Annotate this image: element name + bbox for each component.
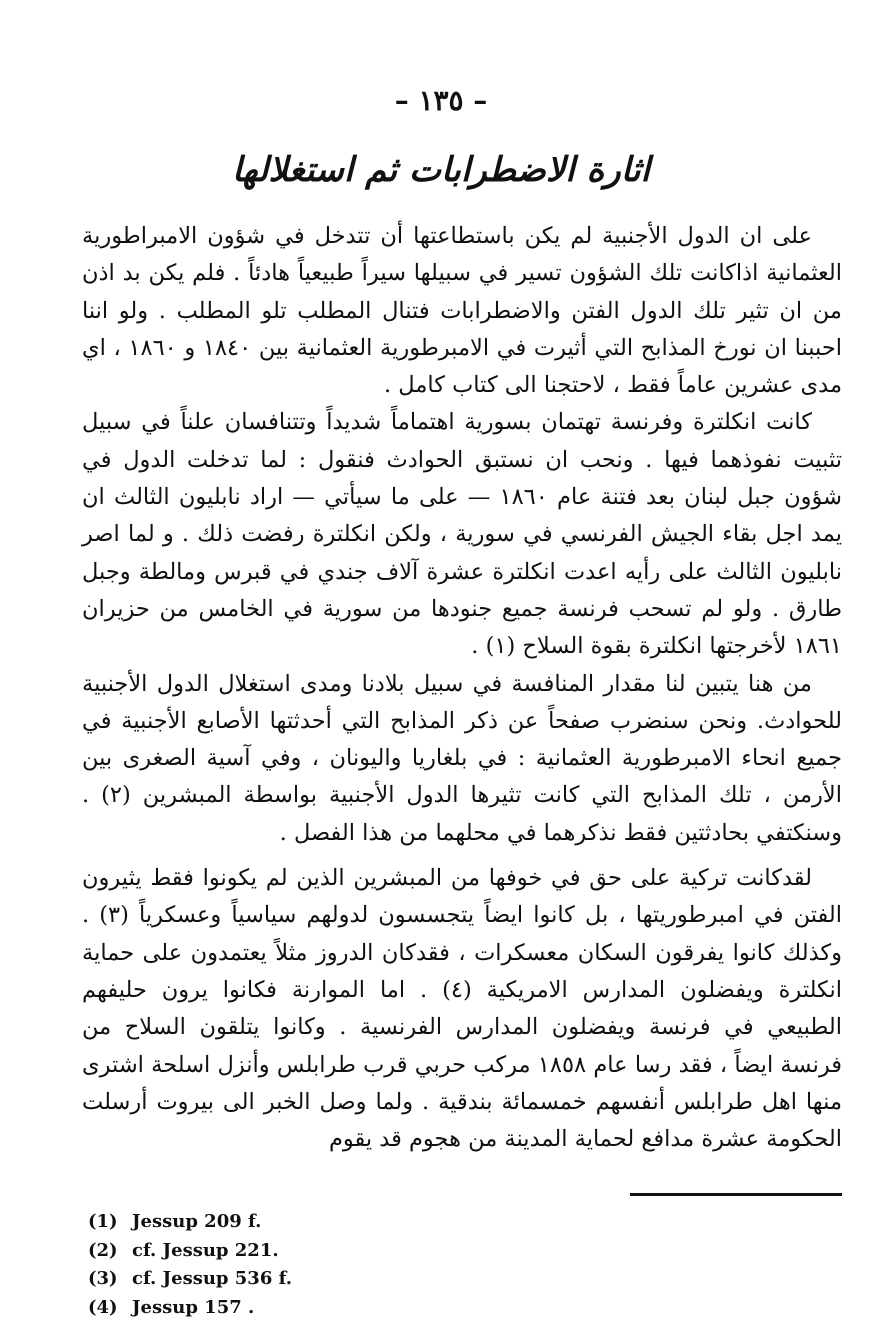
footnote-item [88,1237,588,1266]
footnote-number: (1) [88,1211,118,1232]
footnote-text: cf. Jessup 221. [132,1239,279,1261]
page-number: – ١٣٥ – [394,84,488,117]
paragraph-2: كانت انكلترة وفرنسة تهتمان بسورية اهتماماً شديداً وتتنافسان علناً في سبيل تثبيت نفوذهما فيها . ونحب ان نستبق الحوادث فنقول : لما تدخلت الدول في شؤون جبل لبنان بعد فتنة عام ١٨٦٠ — على ما سيأتي — اراد نابليون الثالث ان يمد اجل بقاء الجيش الفرنسي في سورية ، ولكن انكلترة رفضت ذلك . و لما اصر نابليون الثالث على رأيه اعدت انكلترة عشرة آلاف جندي في قبرس ومالطة وجبل طارق . ولو لم تسحب فرنسة جميع جنودها من سورية في الخامس من حزيران ١٨٦١ لأخرجتها انكلترة بقوة السلاح (١) . [82,409,843,660]
footnote-divider [630,1193,842,1196]
paragraph-3: من هنا يتبين لنا مقدار المنافسة في سبيل بلادنا ومدى استغلال الدول الأجنبية للحوادث. ونحن سنضرب صفحاً عن ذكر المذابح التي أحدثتها الأصابع الأجنبية في جميع انحاء الامبرطورية العثمانية : في بلغاريا واليونان ، وفي آسية الصغرى بين الأرمن ، تلك المذابح التي كانت تثيرها الدول الأجنبية بواسطة المبشرين (٢) . وسنكتفي بحادثتين فقط نذكرهما في محلهما من هذا الفصل . [82,670,842,846]
footnote-number: (3) [88,1268,118,1289]
footnote-text: Jessup 209 f. [132,1211,262,1232]
body-text [82,218,842,1158]
footnote-number: (2) [88,1239,118,1261]
footnotes [88,1208,588,1322]
footnote-text: Jessup 157 . [132,1296,255,1318]
paragraph-1: على ان الدول الأجنبية لم يكن باستطاعتها أن تتدخل في شؤون الامبراطورية العثمانية اذاكانت تلك الشؤون تسير في سبيلها سيراً طبيعياً هادئاً . فلم يكن بد اذن من ان تثير تلك الدول الفتن والاضطرابات فتنال المطلب تلو المطلب . ولو اننا احببنا ان نورخ المذابح التي أثيرت في الامبرطورية العثمانية بين ١٨٤٠ و ١٨٦٠ ، اي مدى عشرين عاماً فقط ، لاحتجنا الى كتاب كامل . [82,223,843,399]
footnote-item [88,1208,588,1237]
section-heading: اثارة الاضطرابات ثم استغلالها [231,150,650,190]
paragraph-4: لقدكانت تركية على حق في خوفها من المبشرين الذين لم يكونوا فقط يثيرون الفتن في امبرطوريتها ، بل كانوا ايضاً يتجسسون لدولهم سياسياً وعسكرياً (٣) . وكذلك كانوا يفرقون السكان معسكرات ، فقدكان الدروز مثلاً يعتمدون على حماية انكلترة ويفضلون المدارس الامريكية (٤) . اما الموارنة فكانوا يرون حليفهم الطبيعي في فرنسة ويفضلون المدارس الفرنسية . وكانوا يتلقون السلاح من فرنسة ايضاً ، فقد رسا عام ١٨٥٨ مركب حربي قرب طرابلس وأنزل اسلحة اشترى منها اهل طرابلس أنفسهم خمسمائة بندقية . ولما وصل الخبر الى بيروت أرسلت الحكومة عشرة مدافع لحماية المدينة من هجوم قد يقوم [82,865,843,1153]
footnote-number: (4) [88,1296,118,1318]
footnote-text: cf. Jessup 536 f. [132,1268,292,1289]
footnote-item [88,1294,588,1323]
footnote-item [88,1265,588,1294]
